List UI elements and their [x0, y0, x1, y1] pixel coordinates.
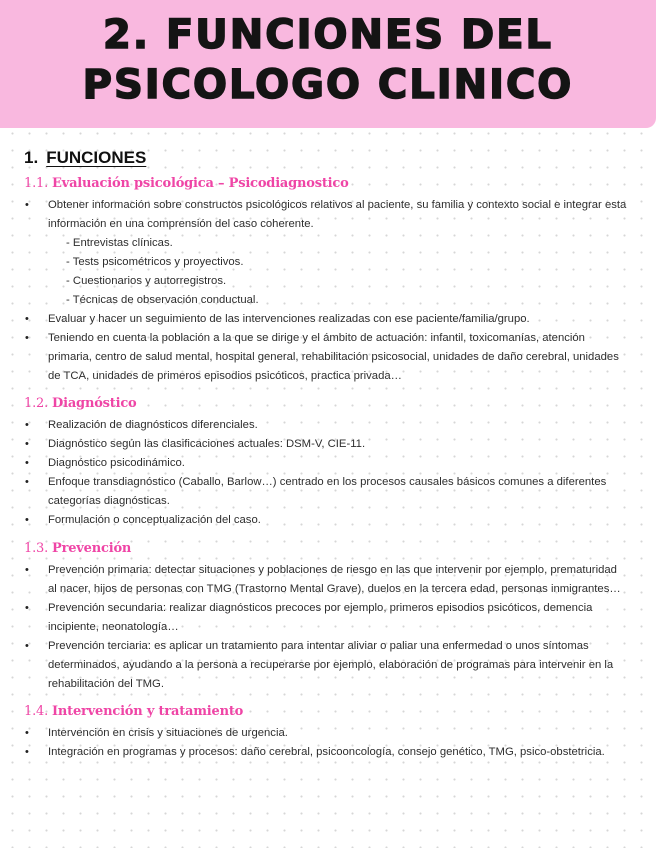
bullet-list — [0, 724, 656, 762]
bullet-item — [0, 310, 656, 329]
bullet-text: Obtener información sobre constructos psicológicos relativos al paciente, su familia y contexto social e integrar esta información en una comprensión del caso coherente. — [48, 199, 627, 230]
section-title-text: Intervención y tratamiento — [52, 704, 244, 719]
main-heading — [24, 146, 656, 170]
bullet-item: • Formulación o conceptualización del caso. — [0, 511, 656, 530]
page-title — [0, 0, 656, 110]
bullet-list — [0, 561, 656, 694]
section-evaluacion — [0, 176, 656, 386]
bullet-item: • Prevención terciaria: es aplicar un tratamiento para intentar aliviar o paliar una enfermedad o unos síntomas determinados, ayudando a la persona a recuperarse por ejemplo, elaboración de programas para intervenir en la rehabilitación del TMG. — [0, 637, 656, 694]
page-title-line-1: 2. FUNCIONES DEL — [102, 12, 554, 58]
section-number: 1.2. — [24, 396, 49, 411]
main-heading-label: FUNCIONES — [46, 148, 147, 167]
section-title — [24, 704, 656, 720]
bullet-item: • Realización de diagnósticos diferenciales. — [0, 416, 656, 435]
bullet-text: Teniendo en cuenta la población a la que se dirige y el ámbito de actuación: infantil, toxicomanías, atención primaria, centro de salud mental, hospital general, rehabilitación psicosocial, unidades de daño cerebral, unidades de TCA, unidades de primeros episodios psicóticos, practica privada… — [48, 332, 619, 382]
sub-item: - Tests psicométricos y proyectivos. — [48, 253, 628, 272]
section-number: 1.3. — [24, 541, 49, 556]
section-title — [24, 176, 656, 192]
page-title-line-2: PSICOLOGO CLINICO — [82, 62, 574, 108]
section-title-text: Evaluación psicológica – Psicodiagnostico — [52, 176, 349, 191]
bullet-item: • Prevención primaria: detectar situaciones y poblaciones de riesgo en las que intervenir por ejemplo, prematuridad al nacer, hijos de personas con TMG (Trastorno Mental Grave), duelos en la tercera edad, personas inmigrantes… — [0, 561, 656, 599]
bullet-item: • Diagnóstico según las clasificaciones actuales: DSM-V, CIE-11. — [0, 435, 656, 454]
section-number: 1.1. — [24, 176, 49, 191]
section-title-text: Diagnóstico — [52, 396, 137, 411]
document-body — [0, 146, 656, 774]
sub-item: - Cuestionarios y autorregistros. — [48, 272, 628, 291]
bullet-item: • Prevención secundaria: realizar diagnósticos precoces por ejemplo, primeros episodios psicóticos, demencia incipiente, neonatología… — [0, 599, 656, 637]
bullet-list — [0, 416, 656, 530]
section-intervencion — [0, 704, 656, 762]
section-diagnostico — [0, 396, 656, 530]
main-heading-number: 1. — [24, 148, 39, 167]
title-banner — [0, 0, 656, 128]
section-title-text: Prevención — [52, 541, 132, 556]
sub-list — [48, 234, 628, 310]
bullet-item — [0, 196, 656, 310]
bullet-text: Evaluar y hacer un seguimiento de las intervenciones realizadas con ese paciente/familia/grupo. — [48, 313, 530, 325]
bullet-item: • Intervención en crisis y situaciones de urgencia. — [0, 724, 656, 743]
section-number: 1.4. — [24, 704, 49, 719]
bullet-item: • Enfoque transdiagnóstico (Caballo, Barlow…) centrado en los procesos causales básicos comunes a diferentes categorías diagnósticas. — [0, 473, 656, 511]
bullet-item: • Diagnóstico psicodinámico. — [0, 454, 656, 473]
bullet-item — [0, 329, 656, 386]
section-title — [24, 396, 656, 412]
section-prevencion — [0, 541, 656, 694]
section-title — [24, 541, 656, 557]
bullet-item: • Integración en programas y procesos: daño cerebral, psicooncología, consejo genético, TMG, psico-obstetricia. — [0, 743, 656, 762]
bullet-list — [0, 196, 656, 386]
sub-item: - Técnicas de observación conductual. — [48, 291, 628, 310]
sub-item: - Entrevistas clínicas. — [48, 234, 628, 253]
